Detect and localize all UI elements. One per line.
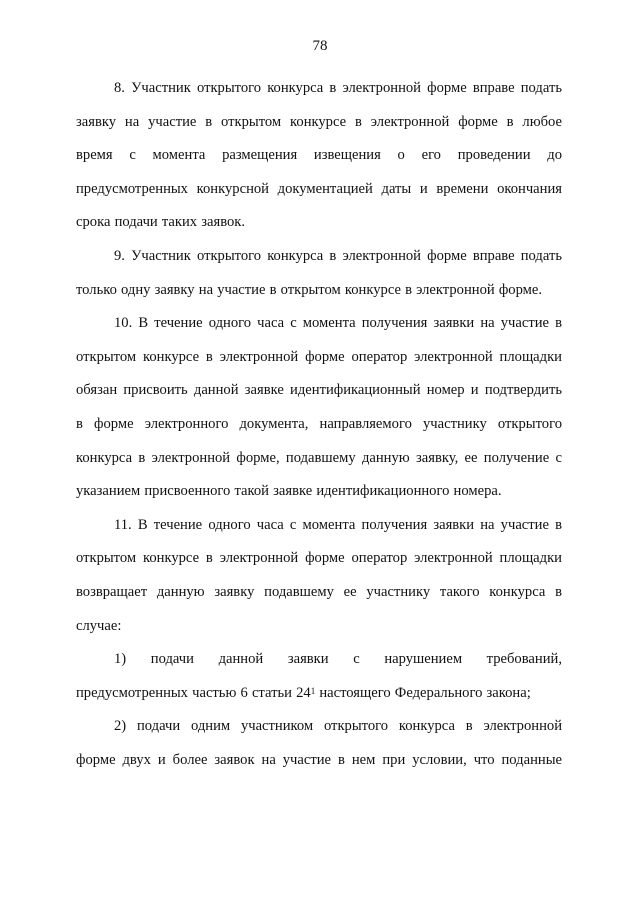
text-line: в форме электронного документа, направляемого участнику открытого: [76, 415, 562, 432]
superscript: 1: [310, 685, 316, 696]
text-line: 10. В течение одного часа с момента получения заявки на участие в: [114, 315, 562, 332]
list-item-2: [76, 710, 562, 777]
text-line: только одну заявку на участие в открытом конкурсе в электронной форме.: [76, 281, 543, 298]
text-fragment: предусмотренных частью 6 статьи 24: [76, 684, 311, 701]
text-line: обязан присвоить данной заявке идентификационный номер и подтвердить: [76, 382, 562, 399]
text-fragment: настоящего Федерального закона;: [315, 684, 531, 701]
paragraph-11: [76, 509, 562, 643]
text-line: возвращает данную заявку подавшему ее участнику такого конкурса в: [76, 583, 562, 600]
text-line: 8. Участник открытого конкурса в электронной форме вправе подать: [114, 80, 562, 96]
text-line: случае:: [76, 617, 122, 634]
text-line: время с момента размещения извещения о его проведении до: [76, 147, 562, 164]
text-line: открытом конкурсе в электронной форме оператор электронной площадки: [76, 348, 562, 365]
text-line: 9. Участник открытого конкурса в электронной форме вправе подать: [114, 247, 562, 264]
text-line: открытом конкурсе в электронной форме оператор электронной площадки: [76, 550, 562, 567]
text-line: 1) подачи данной заявки с нарушением требований,: [114, 651, 562, 668]
text-line-with-superscript: [76, 677, 562, 711]
list-item-1: [76, 643, 562, 710]
text-line: конкурса в электронной форме, подавшему данную заявку, ее получение с: [76, 449, 562, 466]
text-line: заявку на участие в открытом конкурсе в электронной форме в любое: [76, 113, 562, 130]
text-line: 2) подачи одним участником открытого конкурса в электронной: [114, 718, 562, 735]
paragraph-8: [76, 72, 562, 240]
text-line: указанием присвоенного такой заявке идентификационного номера.: [76, 483, 502, 500]
text-line: 11. В течение одного часа с момента получения заявки на участие в: [114, 516, 562, 533]
paragraph-10: [76, 307, 562, 509]
paragraph-9: [76, 240, 562, 307]
text-line: предусмотренных конкурсной документацией даты и времени окончания: [76, 180, 562, 197]
page-number: 78: [312, 38, 328, 54]
text-line: срока подачи таких заявок.: [76, 214, 246, 231]
text-line: форме двух и более заявок на участие в нем при условии, что поданные: [76, 751, 562, 768]
document-body: [76, 72, 562, 777]
